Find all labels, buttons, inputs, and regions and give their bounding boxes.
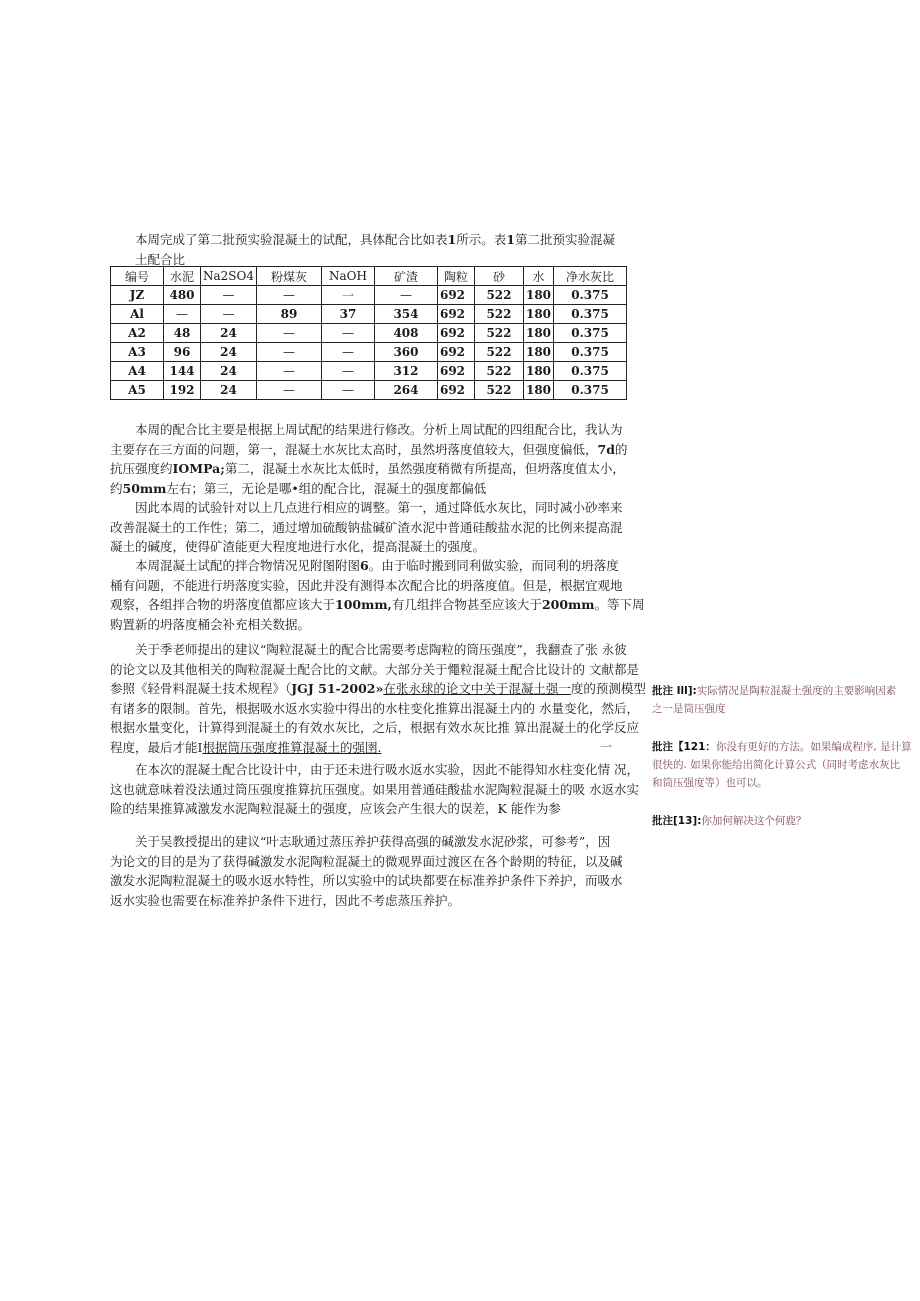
table-cell: 0.375 [554, 324, 627, 343]
text-line: 参照《轻骨料混凝土技术规程》（JGJ 51-2002»在张永球的论文中关于混凝土强一度的预测模型 [110, 681, 646, 696]
text-line: 凝土的碱度，使得矿渣能更大程度地进行水化，提高混凝土的强度。 [110, 539, 486, 554]
comment-tag: 批注[13]: [652, 815, 702, 827]
table-header-cell: 编号 [111, 267, 164, 286]
table-cell: 522 [474, 305, 523, 324]
text-line: 程度，最后才能I根据筒压强度推算混凝土的强圉. [110, 739, 382, 755]
table-cell: 24 [201, 362, 257, 381]
text-line: 在本次的混凝土配合比设计中，由于还未进行吸水返水实验，因此不能得知水柱变化情 况， [135, 762, 639, 777]
table-cell: — [321, 381, 374, 400]
table-cell: 692 [437, 305, 474, 324]
paragraph-cylinder-strength [110, 640, 646, 757]
comment-line: 很快的. 如果你能给出简化计算公式（同时考虑水灰比 [652, 759, 901, 771]
comment-line: 和筒压强度等）也可以。 [652, 777, 768, 789]
table-cell: — [256, 286, 321, 305]
text-line: 险的结果推算减激发水泥陶粒混凝土的强度，应该会产生很大的误差，K 能作为参 [110, 801, 561, 816]
text-line: 有诸多的限制。首先，根据吸水返水实验中得出的水柱变化推算出混凝土内的 水量变化，然后， [110, 700, 639, 716]
comment-line: 批注【121：你没有更好的方法。如果编成程序, 是计算 [652, 741, 912, 753]
table-header-cell: 粉煤灰 [256, 267, 321, 286]
table-cell: 37 [321, 305, 374, 324]
table-row [111, 362, 627, 381]
table-cell: 522 [474, 362, 523, 381]
table-cell: A4 [111, 362, 164, 381]
text-line: 返水实验也需要在标准养护条件下进行，因此不考虑蒸压养护。 [110, 892, 461, 908]
table-cell: 一 [321, 286, 374, 305]
table-row [111, 343, 627, 362]
table-cell: — [321, 324, 374, 343]
table-cell: — [201, 286, 257, 305]
table-row [111, 381, 627, 400]
table-cell: 0.375 [554, 343, 627, 362]
table-header-row [111, 267, 627, 286]
table-cell: 144 [164, 362, 201, 381]
comment-line: 批注 Ill]:实际情况是陶粒混凝土强度的主要影响因素 [652, 685, 897, 697]
table-cell: 522 [474, 324, 523, 343]
table-cell: — [321, 343, 374, 362]
table-cell: — [256, 381, 321, 400]
text-line: 本周的配合比主要是根据上周试配的结果进行修改。分析上周试配的四组配合比，我认为 [135, 422, 623, 437]
table-cell: 522 [474, 381, 523, 400]
table-cell: 480 [164, 286, 201, 305]
margin-comment-2[interactable] [652, 738, 917, 792]
table-cell: JZ [111, 286, 164, 305]
table-cell: 692 [437, 343, 474, 362]
table-row [111, 305, 627, 324]
table-header-cell: 陶粒 [437, 267, 474, 286]
table-cell: 354 [374, 305, 437, 324]
table-cell: 408 [374, 324, 437, 343]
table-cell: 0.375 [554, 286, 627, 305]
table-cell: A5 [111, 381, 164, 400]
table-cell: A2 [111, 324, 164, 343]
table-cell: 180 [523, 286, 553, 305]
table-cell: 48 [164, 324, 201, 343]
comment-line: 之一是筒压强度 [652, 703, 726, 715]
table-cell: 522 [474, 343, 523, 362]
text-line: 本周混凝土试配的拌合物情况见附图附图6。由于临时搬到同利做实验，而同利的坍落度 [135, 558, 619, 573]
table-cell: 692 [437, 381, 474, 400]
text-line: 改善混凝土的工作性；第二，通过增加硫酸钠盐碱矿渣水泥中普通硅酸盐水泥的比例来提高混 [110, 519, 623, 535]
comment-tag: 批注【121： [652, 741, 716, 753]
table-caption [110, 230, 630, 269]
table-cell: — [321, 362, 374, 381]
margin-comment-3[interactable] [652, 812, 917, 830]
table-cell: 180 [523, 343, 553, 362]
table-cell: 24 [201, 324, 257, 343]
table-cell: 0.375 [554, 381, 627, 400]
text-line: 关于季老师提出的建议“陶粒混凝土的配合比需要考虑陶粒的筒压强度”，我翻查了张 永彼 [135, 642, 627, 657]
text-line: 根据水量变化，计算得到混凝土的有效水灰比，之后，根据有效水灰比推 算出混凝土的化学反应 [110, 720, 639, 735]
paragraph-autoclave [110, 832, 630, 910]
table-cell: — [201, 305, 257, 324]
table-cell: 24 [201, 381, 257, 400]
table-cell: — [164, 305, 201, 324]
table-cell: 0.375 [554, 362, 627, 381]
table-cell: 180 [523, 381, 553, 400]
paragraph-analysis [110, 420, 630, 498]
text-line: 抗压强度约IOMPa;第二，混凝土水灰比太低时，虽然强度稍微有所提高，但坍落度值太小， [110, 461, 625, 476]
text-line: 为论文的目的是为了获得碱激发水泥陶粒混凝土的微观界面过渡区在各个龄期的特征，以及碱 [110, 853, 623, 869]
table-header-cell: 矿渣 [374, 267, 437, 286]
table-cell: Al [111, 305, 164, 324]
table-row [111, 324, 627, 343]
comment-tag: 批注 Ill]: [652, 685, 697, 697]
text-line: 主要存在三方面的问题，第一，混凝土水灰比太高时，虽然坍落度值较大，但强度偏低，7d的 [110, 441, 628, 457]
text-line: 的论文以及其他相关的陶粒混凝土配合比的文献。大部分关于憴粒混凝土配合比设计的 文献都是 [110, 661, 639, 677]
text-line: 关于吴教授提出的建议“叶志耿通过蒸压养护获得高强的碱激发水泥砂浆，可参考”，因 [135, 834, 611, 849]
table-cell: 180 [523, 305, 553, 324]
comment-line: 批注[13]:你加何解决这个何鹿？ [652, 815, 807, 827]
text-line: 激发水泥陶粒混凝土的吸水返水特性，所以实验中的试块都要在标准养护条件下养护，而吸水 [110, 873, 623, 888]
text-line: 这也就意味着没法通过筒压强度推算抗压强度。如果用普通硅酸盐水泥陶粒混凝土的吸 水返水实 [110, 781, 639, 797]
paragraph-slump [110, 556, 645, 634]
table-cell: — [256, 324, 321, 343]
table-cell: 192 [164, 381, 201, 400]
table-cell: 692 [437, 362, 474, 381]
table-cell: 264 [374, 381, 437, 400]
table-cell: 180 [523, 324, 553, 343]
paragraph-design-limit [110, 760, 639, 819]
table-header-cell: 水 [523, 267, 553, 286]
table-cell: 0.375 [554, 305, 627, 324]
table-cell: 692 [437, 324, 474, 343]
table-cell: 180 [523, 362, 553, 381]
paragraph-adjustment [110, 498, 630, 557]
table-header-cell: NaOH [321, 267, 374, 286]
table-cell: 692 [437, 286, 474, 305]
caption-line-1: 本周完成了第二批预实验混凝土的试配，具体配合比如表1所示。表1第二批预实验混凝 [135, 232, 615, 247]
table-cell: 522 [474, 286, 523, 305]
margin-comment-1[interactable] [652, 682, 917, 718]
table-cell: — [374, 286, 437, 305]
table-cell: 89 [256, 305, 321, 324]
text-line: 约50mm左右；第三，无论是哪•组的配合比，混凝土的强度都偏低 [110, 480, 487, 496]
table-header-cell: 砂 [474, 267, 523, 286]
table-header-cell: Na2SO4 [201, 267, 257, 286]
caption-line-2: 土配合比 [135, 251, 186, 267]
comment-anchor-dash: 一 [600, 740, 613, 754]
mix-proportion-table [110, 266, 627, 400]
table-cell: 360 [374, 343, 437, 362]
table-cell: 312 [374, 362, 437, 381]
table-cell: — [256, 362, 321, 381]
text-line: 桶有问题，不能进行坍落度实验，因此并没有测得本次配合比的坍落度值。但是，根据宜观地 [110, 577, 623, 593]
text-line: 购置新的坍落度桶会补充相关数据。 [110, 616, 311, 632]
table-cell: 96 [164, 343, 201, 362]
table-row [111, 286, 627, 305]
text-line: 观察，各组拌合物的坍落度值都应该大于100mm,有几组拌合物甚至应该大于200mm。等下周 [110, 597, 645, 612]
table-cell: 24 [201, 343, 257, 362]
table-header-cell: 水泥 [164, 267, 201, 286]
table-cell: — [256, 343, 321, 362]
table-cell: A3 [111, 343, 164, 362]
table-header-cell: 净水灰比 [554, 267, 627, 286]
text-line: 因此本周的试验针对以上几点进行相应的调整。第一，通过降低水灰比，同时减小砂率来 [135, 500, 623, 515]
